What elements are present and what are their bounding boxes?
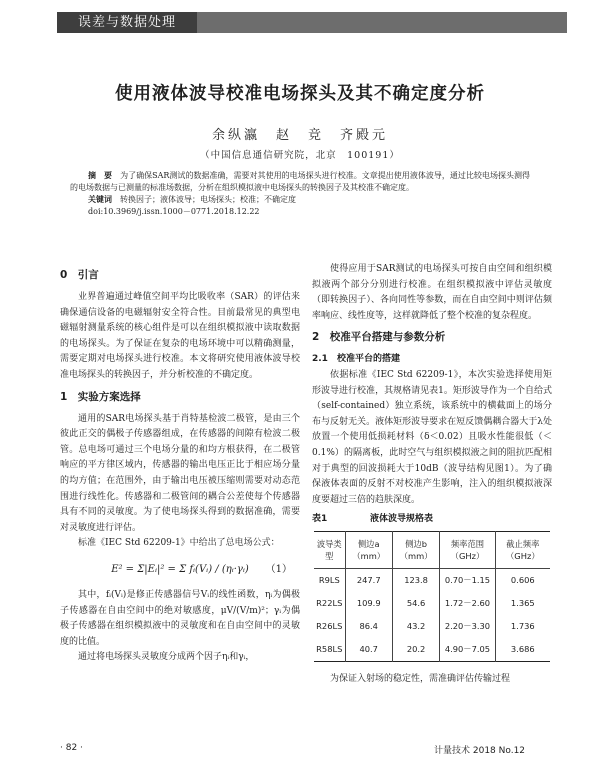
abstract-label: 摘 要	[88, 171, 113, 180]
journal-footer: 计量技术 2018 No.12	[434, 746, 526, 756]
table-cell: 109.9	[345, 592, 392, 615]
equation-number: （1）	[265, 564, 292, 576]
table-title: 液体波导规格表	[370, 514, 434, 525]
waveguide-spec-table	[314, 531, 550, 662]
keywords-label: 关键词	[88, 195, 112, 204]
abstract-paragraph	[70, 170, 530, 194]
left-column	[60, 262, 300, 666]
table-cell: R58LS	[316, 643, 343, 654]
equation-1	[60, 552, 300, 588]
right-continuation-paragraph: 使得应用于SAR测试的电场探头可按自由空间和组织模拟液两个部分分别进行校准。在组织模拟液中评估灵敏度（即转换因子）、各向同性等参数，而在自由空间中则评估频率响应、线性度等，这样就降低了整个校准的复杂程度。	[312, 264, 552, 321]
table-cell: 2.20－3.30	[440, 615, 495, 638]
table-cell: 4.90－7.05	[440, 638, 495, 662]
table-row	[314, 638, 550, 662]
table-header-cell: 波导类型	[316, 538, 342, 561]
authors: 余纵瀛 赵 竞 齐殿元	[211, 128, 388, 143]
table-cell: 123.8	[392, 568, 439, 592]
section21-paragraph-1: 依据标准《IEC Std 62209-1》，本次实验选择使用矩形波导进行校准，其规格请见表1。矩形波导作为一个自给式（self-contained）独立系统，该系统中的横截面上的场分布与反射无关。液体矩形波导要求在短反馈偶耦合器大于λ处放置一个使用低损耗材料（δ＜0.02）且吸水性能很低（＜0.1%）的隔离板，此时空气与组织模拟液之间的阻抗匹配相对于典型的回波损耗大于10dB（波导结构见图1）。为了确保液体表面的反射不对校准产生影响，注入的组织模拟液深度要超过三倍的趋肤深度。	[312, 369, 552, 505]
table-row	[314, 592, 550, 615]
intro-paragraph: 业界普遍通过峰值空间平均比吸收率（SAR）的评估来确保通信设备的电磁辐射安全符合性。目前最常见的典型电磁辐射测量系统的核心组件是可以在组织模拟液中读取数据的电场探头。为了保证在复杂的电场环境中可以精确测量，需要定期对电场探头进行校准。本文将研究使用液体波导校准电场探头的转换因子，并分析校准的不确定度。	[60, 292, 300, 380]
table-cell: 54.6	[392, 592, 439, 615]
table-cell: 86.4	[345, 615, 392, 638]
table-cell: R22LS	[316, 597, 343, 608]
keywords-line	[70, 194, 530, 206]
table-cell: R9LS	[318, 574, 340, 585]
keywords-text: 转换因子；液体波导；电场探头；校准；不确定度	[120, 195, 296, 204]
section21-paragraph-2: 为保证入射场的稳定性，需准确评估传输过程	[330, 673, 511, 684]
table-header-cell: 侧边b（mm）	[392, 531, 439, 568]
section1-paragraph-4: 通过将电场探头灵敏度分成两个因子ηᵢ和γᵢ，	[78, 652, 255, 663]
affiliation: （中国信息通信研究院，北京 100191）	[200, 150, 400, 161]
section21-heading: 2.1 校准平台的搭建	[312, 354, 400, 365]
table-cell: 3.686	[495, 638, 550, 662]
paper-title: 使用液体波导校准电场探头及其不确定度分析	[115, 84, 485, 104]
table-header-cell: 侧边a（mm）	[345, 531, 392, 568]
table-row	[314, 615, 550, 638]
table-header-row	[314, 531, 550, 568]
section1-paragraph-3: 其中，fᵢ(Vᵢ)是修正传感器信号Vᵢ的线性函数，ηᵢ为偶极子传感器在自由空间中的绝对敏感度，μV/(V/m)²；γᵢ为偶极子传感器在组织模拟液中的灵敏度和在自由空间中的灵敏度的比值。	[60, 589, 300, 647]
intro-heading: 0 引言	[60, 269, 99, 281]
table-cell: 20.2	[392, 638, 439, 662]
section1-paragraph-1: 通用的SAR电场探头基于肖特基检波二极管，是由三个彼此正交的偶极子传感器组成，在传感器的间隙有检波二极管。总电场可通过三个电场分量的和均方根获得，在二极管响应的平方律区域内，传感器的输出电压正比于相应场分量的均方值；在范围外，由于输出电压被压缩则需要对动态范围进行线性化。传感器和二极管间的耦合公差使每个传感器具有不同的灵敏度。为了使电场探头得到的数据准确，需要对灵敏度进行评估。	[60, 413, 300, 533]
table-cell: 1.736	[495, 615, 550, 638]
table-cell: 40.7	[345, 638, 392, 662]
table-cell: 43.2	[392, 615, 439, 638]
table-cell: 247.7	[345, 568, 392, 592]
section-tag: 误差与数据处理	[57, 12, 197, 33]
table-caption	[312, 512, 552, 528]
page-number: · 82 ·	[60, 743, 83, 753]
table-cell: 1.72－2.60	[440, 592, 495, 615]
table-cell: R26LS	[316, 620, 343, 631]
table-cell: 0.606	[495, 568, 550, 592]
section2-heading: 2 校准平台搭建与参数分析	[312, 331, 446, 344]
doi: doi:10.3969/j.issn.1000－0771.2018.12.22	[88, 207, 260, 216]
table-header-cell: 截止频率（GHz）	[495, 531, 550, 568]
section1-heading: 1 实验方案选择	[60, 390, 141, 403]
table-row	[314, 568, 550, 592]
equation-body: E² = Σ|Eᵢ|² = Σ fᵢ(Vᵢ) / (ηᵢ·γᵢ)	[111, 564, 249, 576]
table-cell: 1.365	[495, 592, 550, 615]
table-number: 表1	[312, 514, 328, 525]
section1-paragraph-2: 标准《IEC Std 62209-1》中给出了总电场公式：	[78, 538, 280, 549]
table-cell: 0.70－1.15	[440, 568, 495, 592]
abstract-block	[70, 170, 530, 218]
right-column	[312, 262, 552, 688]
table-header-cell: 频率范围（GHz）	[440, 531, 495, 568]
abstract-text: 为了确保SAR测试的数据准确，需要对其使用的电场探头进行校准。文章提出使用液体波导，通过比较电场探头测得的电场数据与已测量的标准场数据，分析在组织模拟液中电场探头的转换因子及其校准不确定度。	[70, 171, 531, 192]
